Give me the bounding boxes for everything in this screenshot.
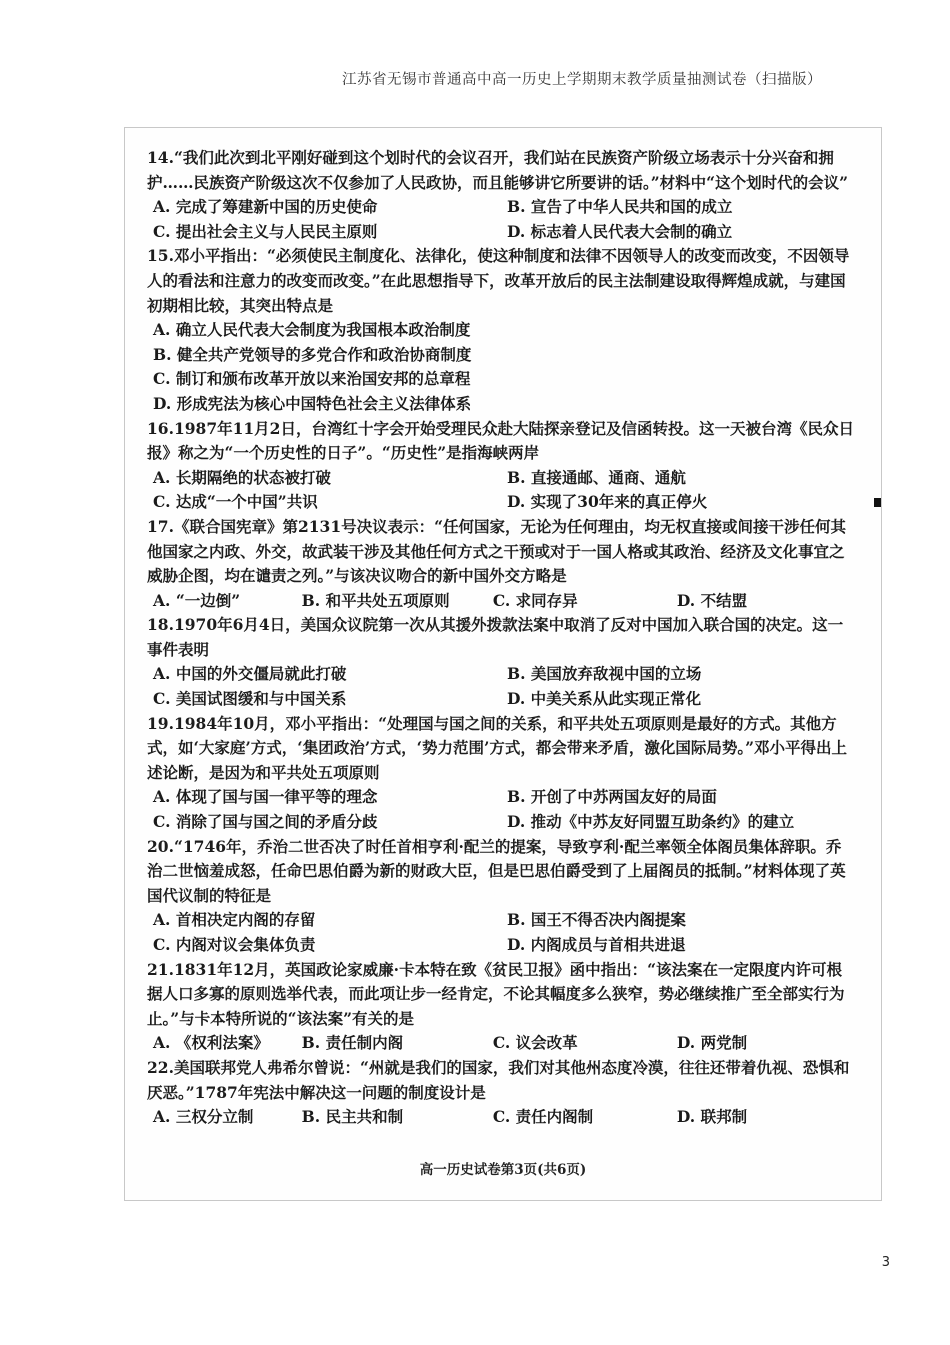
answer-option-a: A. “一边倒” bbox=[153, 590, 241, 610]
answer-option-a: A. 确立人民代表大会制度为我国根本政治制度 bbox=[153, 320, 471, 340]
answer-option-d: D. 实现了30年来的真正停火 bbox=[507, 492, 708, 512]
answer-option-b: B. 开创了中苏两国友好的局面 bbox=[507, 787, 717, 807]
answer-option-c: C. 美国试图缓和与中国关系 bbox=[153, 689, 347, 709]
answer-option-d: D. 中美关系从此实现正常化 bbox=[507, 689, 702, 709]
question-number: 20. bbox=[147, 836, 174, 856]
question-number: 21. bbox=[147, 959, 174, 979]
page-number: 3 bbox=[881, 1255, 890, 1270]
answer-option-b: B. 宣告了中华人民共和国的成立 bbox=[507, 197, 733, 217]
question-19 bbox=[147, 712, 855, 835]
question-14 bbox=[147, 146, 855, 244]
answer-option-a: A. 中国的外交僵局就此打破 bbox=[153, 664, 347, 684]
question-text: “1746年，乔治二世否决了时任首相亨利·配兰的提案，导致亨利·配兰率领全体阁员集体辞职。乔治二世恼羞成怒，任命巴思伯爵为新的财政大臣，但是巴思伯爵受到了上届阁员的抵制。”材料体现了英国代议制的特征是 bbox=[147, 836, 846, 905]
answer-option-a: A. 《权利法案》 bbox=[153, 1033, 269, 1053]
answer-option-b: B. 健全共产党领导的多党合作和政治协商制度 bbox=[153, 344, 472, 364]
answer-option-a: A. 体现了国与国一律平等的理念 bbox=[153, 787, 378, 807]
answer-option-d: D. 内阁成员与首相共进退 bbox=[507, 935, 686, 954]
answer-option-c: C. 提出社会主义与人民民主原则 bbox=[153, 221, 378, 241]
question-21 bbox=[147, 958, 855, 1056]
answer-option-c: C. 责任内阁制 bbox=[492, 1107, 594, 1127]
question-stem bbox=[147, 613, 855, 662]
question-number: 14. bbox=[147, 148, 174, 167]
question-17 bbox=[147, 515, 855, 613]
question-text: “我们此次到北平刚好碰到这个划时代的会议召开，我们站在民族资产阶级立场表示十分兴奋和拥护……民族资产阶级这次不仅参加了人民政协，而且能够讲它所要讲的话。”材料中“这个划时代的会议” bbox=[147, 148, 848, 192]
question-text: 《联合国宪章》第2131号决议表示：“任何国家，无论为任何理由，均无权直接或间接干涉任何其他国家之内政、外交，故武装干涉及其他任何方式之干预或对于一国人格或其政治、经济及文化事宜之威胁企图，均在谴责之列。”与该决议吻合的新中国外交方略是 bbox=[147, 516, 847, 586]
question-text: 1970年6月4日，美国众议院第一次从其援外拨款法案中取消了反对中国加入联合国的决定。这一事件表明 bbox=[147, 615, 844, 659]
question-18 bbox=[147, 613, 855, 711]
question-text: 1831年12月，英国政论家威廉·卡本特在致《贫民卫报》函中指出：“该法案在一定限度内许可根据人口多寡的原则选举代表，而此项让步一经肯定，不论其幅度多么狭窄，势必继续推广至全部实行为止。”与卡本特所说的“该法案”有关的是 bbox=[147, 959, 845, 1028]
question-list bbox=[147, 146, 855, 1130]
answer-option-c: C. 内阁对议会集体负责 bbox=[153, 935, 316, 954]
answer-option-c: C. 达成“一个中国”共识 bbox=[153, 492, 318, 512]
question-stem bbox=[147, 146, 855, 195]
question-number: 15. bbox=[147, 246, 174, 266]
question-text: 1987年11月2日，台湾红十字会开始受理民众赴大陆探亲登记及信函转投。这一天被台湾《民众日报》称之为“一个历史性的日子”。“历史性”是指海峡两岸 bbox=[147, 418, 854, 463]
answer-option-b: B. 责任制内阁 bbox=[301, 1033, 404, 1053]
question-number: 17. bbox=[147, 516, 174, 536]
answer-option-a: A. 长期隔绝的状态被打破 bbox=[153, 467, 331, 487]
answer-option-b: B. 民主共和制 bbox=[301, 1107, 404, 1127]
question-number: 19. bbox=[147, 713, 174, 733]
answer-option-d: D. 推动《中苏友好同盟互助条约》的建立 bbox=[507, 812, 795, 832]
answer-option-c: C. 消除了国与国之间的矛盾分歧 bbox=[153, 812, 378, 832]
question-text: 邓小平指出：“必须使民主制度化、法律化，使这种制度和法律不因领导人的改变而改变，不因领导人的看法和注意力的改变而改变。”在此思想指导下，改革开放后的民主法制建设取得辉煌成就，与建国初期相比较，其突出特点是 bbox=[147, 246, 850, 315]
question-stem bbox=[147, 958, 855, 1032]
answer-options bbox=[147, 318, 855, 416]
question-stem bbox=[147, 712, 855, 786]
answer-options bbox=[147, 785, 855, 834]
answer-option-d: D. 标志着人民代表大会制的确立 bbox=[507, 221, 733, 241]
question-stem bbox=[147, 417, 855, 466]
question-15 bbox=[147, 244, 855, 416]
answer-option-d: D. 两党制 bbox=[676, 1033, 748, 1053]
answer-option-c: C. 议会改革 bbox=[492, 1033, 578, 1053]
question-stem bbox=[147, 1056, 855, 1105]
question-stem bbox=[147, 244, 855, 318]
answer-options bbox=[147, 1105, 855, 1130]
question-16 bbox=[147, 417, 855, 515]
question-number: 18. bbox=[147, 615, 174, 635]
answer-option-c: C. 求同存异 bbox=[492, 590, 578, 610]
answer-option-b: B. 和平共处五项原则 bbox=[301, 590, 450, 610]
answer-options bbox=[147, 662, 855, 711]
answer-option-a: A. 完成了筹建新中国的历史使命 bbox=[153, 197, 378, 217]
answer-options bbox=[147, 1031, 855, 1056]
question-text: 1984年10月，邓小平指出：“处理国与国之间的关系，和平共处五项原则是最好的方式。其他方式，如‘大家庭’方式，‘集团政治’方式，‘势力范围’方式，都会带来矛盾，激化国际局势。”邓小平得出上述论断，是因为和平共处五项原则 bbox=[147, 713, 848, 782]
question-20 bbox=[147, 835, 855, 958]
answer-options bbox=[147, 466, 855, 515]
answer-option-a: A. 首相决定内阁的存留 bbox=[153, 910, 316, 930]
question-number: 16. bbox=[147, 418, 174, 438]
answer-options bbox=[147, 195, 855, 244]
question-stem bbox=[147, 515, 855, 589]
answer-options bbox=[147, 908, 855, 957]
answer-option-b: B. 直接通邮、通商、通航 bbox=[507, 467, 686, 487]
question-number: 22. bbox=[147, 1057, 174, 1077]
answer-option-d: D. 联邦制 bbox=[676, 1107, 748, 1127]
scanned-exam-page bbox=[124, 127, 882, 1201]
answer-options bbox=[147, 589, 855, 614]
answer-option-b: B. 美国放弃敌视中国的立场 bbox=[507, 664, 702, 684]
scan-artifact-mark bbox=[874, 498, 881, 507]
answer-option-c: C. 制订和颁布改革开放以来治国安邦的总章程 bbox=[153, 369, 471, 389]
question-stem bbox=[147, 835, 855, 909]
answer-option-d: D. 不结盟 bbox=[676, 590, 748, 610]
document-header: 江苏省无锡市普通高中高一历史上学期期末教学质量抽测试卷（扫描版） bbox=[342, 72, 822, 88]
question-text: 美国联邦党人弗希尔曾说：“州就是我们的国家，我们对其他州态度冷漠，往往还带着仇视、恐惧和厌恶。”1787年宪法中解决这一问题的制度设计是 bbox=[147, 1057, 850, 1102]
question-22 bbox=[147, 1056, 855, 1130]
answer-option-d: D. 形成宪法为核心中国特色社会主义法律体系 bbox=[153, 393, 472, 413]
answer-option-b: B. 国王不得否决内阁提案 bbox=[507, 910, 686, 930]
exam-page-footer: 高一历史试卷第3页(共6页) bbox=[419, 1162, 587, 1178]
answer-option-a: A. 三权分立制 bbox=[153, 1107, 254, 1127]
